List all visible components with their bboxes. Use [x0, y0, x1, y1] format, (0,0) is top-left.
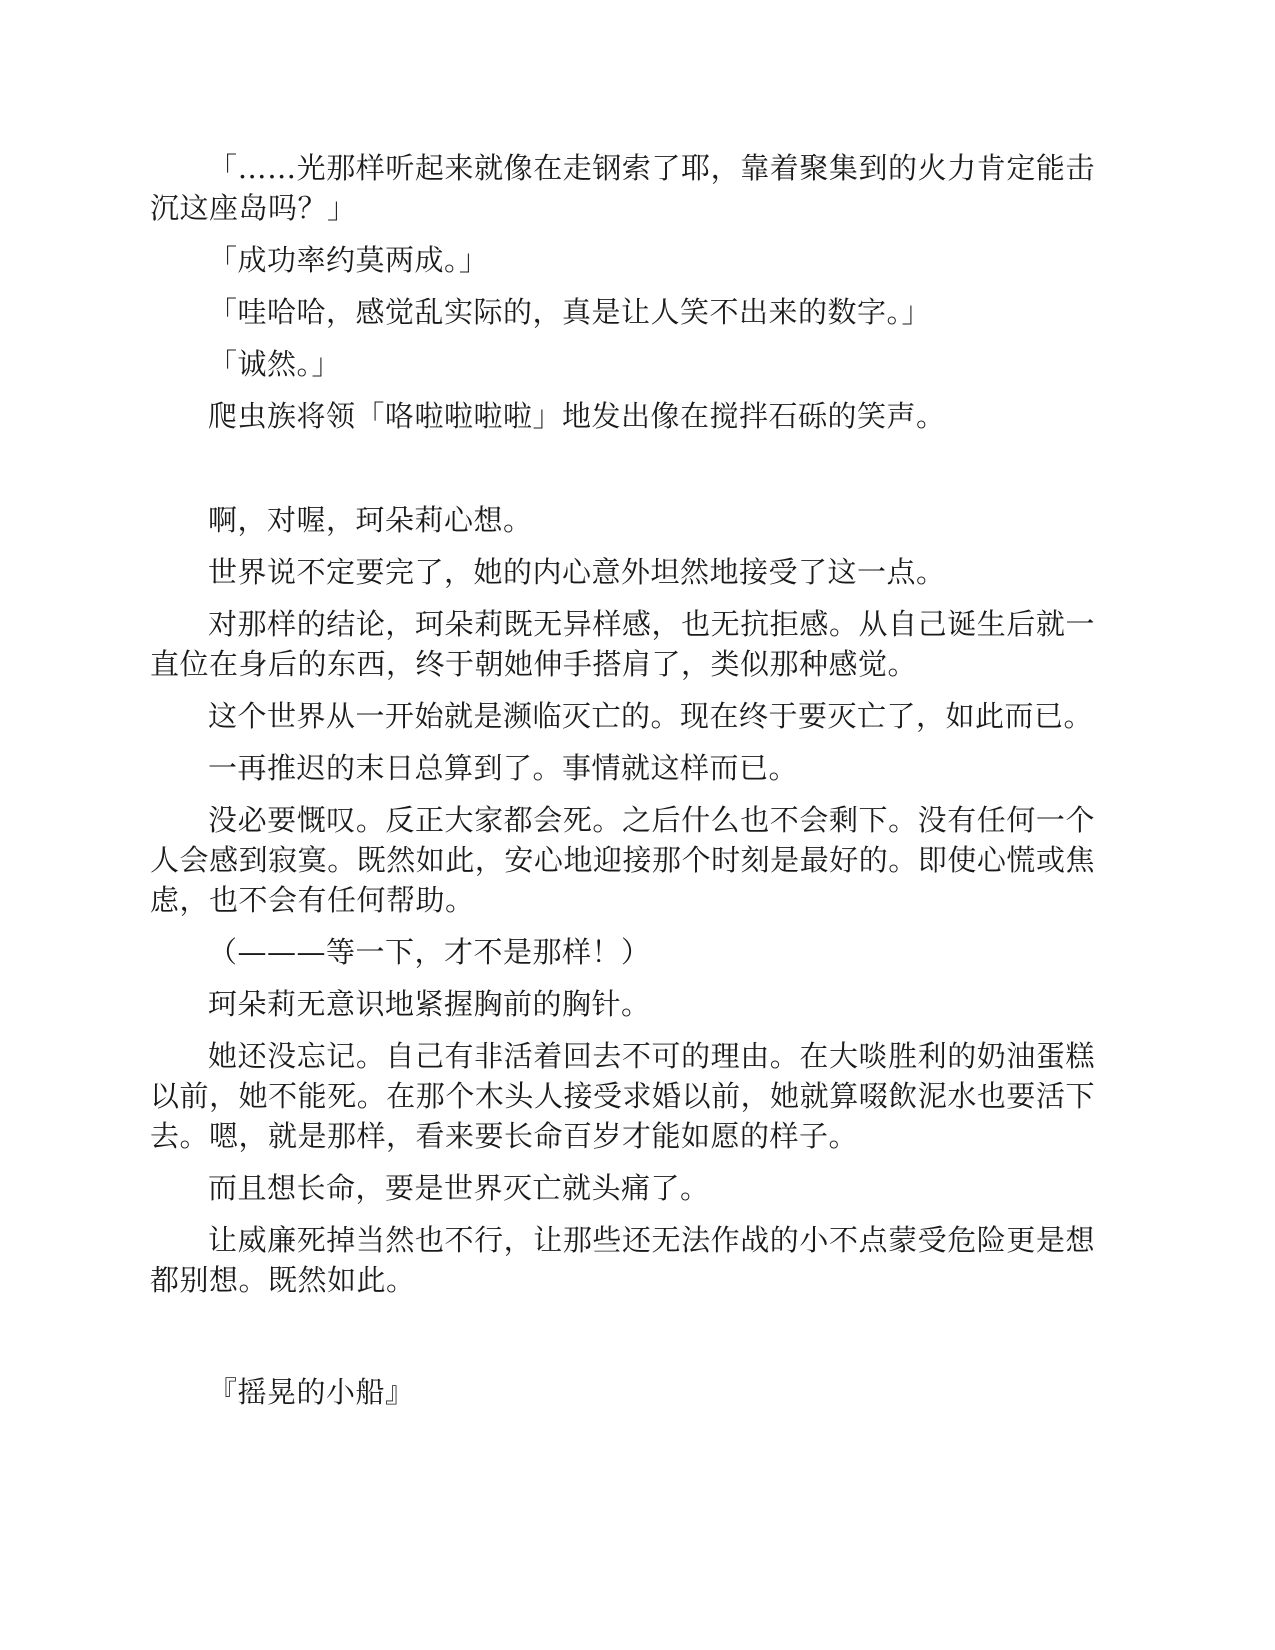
paragraph-2-6: 没必要慨叹。反正大家都会死。之后什么也不会剩下。没有任何一个人会感到寂寞。既然如此，安心地迎接那个时刻是最好的。即使心慌或焦虑，也不会有任何帮助。 — [150, 803, 1095, 917]
paragraph-2-4: 这个世界从一开始就是濒临灭亡的。现在终于要灭亡了，如此而已。 — [208, 699, 1094, 733]
paragraph-2-8: 珂朵莉无意识地紧握胸前的胸针。 — [208, 987, 651, 1021]
paragraph-dialogue-2: 「成功率约莫两成。」 — [208, 243, 489, 277]
paragraph-2-1: 啊，对喔，珂朵莉心想。 — [208, 503, 533, 537]
paragraph-dialogue-4: 「诚然。」 — [208, 347, 342, 381]
section-break — [150, 1312, 1095, 1372]
paragraph-2-2: 世界说不定要完了，她的内心意外坦然地接受了这一点。 — [208, 555, 946, 589]
paragraph-2-7-thought: （———等一下，才不是那样！） — [208, 935, 651, 969]
section-break — [150, 448, 1095, 500]
chapter-heading: 『摇晃的小船』 — [208, 1375, 415, 1409]
paragraph-2-9: 她还没忘记。自己有非活着回去不可的理由。在大啖胜利的奶油蛋糕以前，她不能死。在那个木头人接受求婚以前，她就算啜飲泥水也要活下去。嗯，就是那样，看来要长命百岁才能如愿的样子。 — [150, 1039, 1095, 1153]
paragraph-narration-1: 爬虫族将领「咯啦啦啦啦」地发出像在搅拌石砾的笑声。 — [208, 399, 946, 433]
paragraph-dialogue-1: 「……光那样听起来就像在走钢索了耶，靠着聚集到的火力肯定能击沉这座岛吗？」 — [150, 151, 1095, 225]
paragraph-2-5: 一再推迟的末日总算到了。事情就这样而已。 — [208, 751, 799, 785]
paragraph-dialogue-3: 「哇哈哈，感觉乱实际的，真是让人笑不出来的数字。」 — [208, 295, 932, 329]
paragraph-2-3: 对那样的结论，珂朵莉既无异样感，也无抗拒感。从自己诞生后就一直位在身后的东西，终于朝她伸手搭肩了，类似那种感觉。 — [150, 607, 1095, 681]
paragraph-2-10: 而且想长命，要是世界灭亡就头痛了。 — [208, 1171, 710, 1205]
paragraph-2-11: 让威廉死掉当然也不行，让那些还无法作战的小不点蒙受危险更是想都别想。既然如此。 — [150, 1223, 1095, 1297]
body-text — [150, 148, 1095, 1424]
